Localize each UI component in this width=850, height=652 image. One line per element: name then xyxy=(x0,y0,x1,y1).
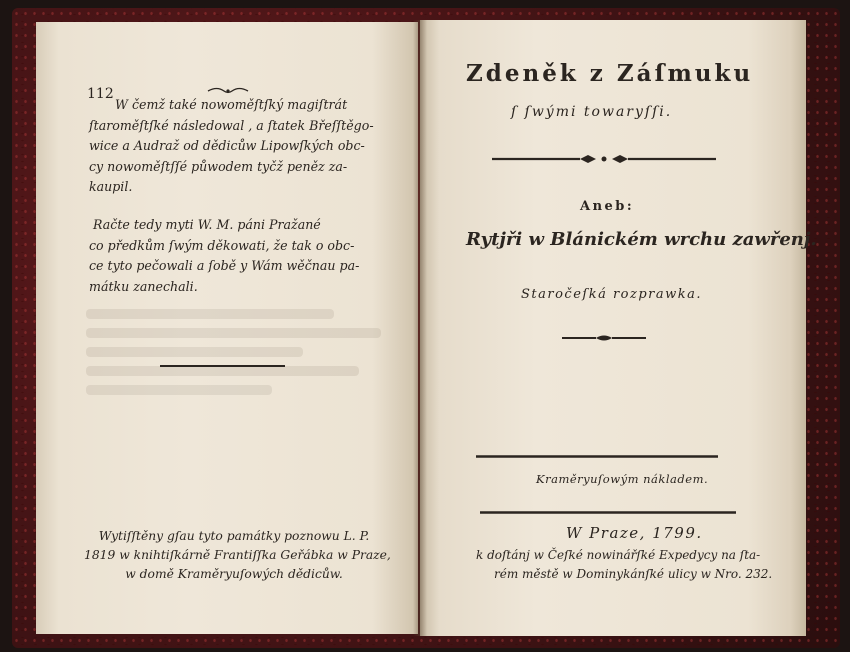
left-paragraph-1 xyxy=(89,95,374,198)
divider-rule xyxy=(476,454,718,459)
book-subtitle: ſ ſwými towaryſſi. xyxy=(511,104,673,120)
book-alt-title: Rytjři w Blánickém wrchu zawřenj. xyxy=(466,229,817,250)
imprint-block xyxy=(84,527,391,584)
text-line: cy nowoměſtſſé půwodem tyčž peněz za- xyxy=(89,158,348,174)
text-line: ce tyto pečowali a ſobě y Wám wěčnau pa- xyxy=(89,258,360,273)
imprint-line: Wytiſſtěny gſau tyto památky poznowu L. P. xyxy=(98,529,370,543)
book-genre: Staročeſká rozprawka. xyxy=(521,287,703,302)
imprint-line: w domě Kraměryuſowých dědicůw. xyxy=(125,567,343,581)
show-through-text xyxy=(86,300,396,440)
text-line: W čemž také nowoměſtſký magiſtrát xyxy=(115,97,348,112)
text-line: mátku zanechali. xyxy=(89,278,198,294)
book-title: Zdeněk z Záſmuku xyxy=(466,60,754,87)
text-line: Račte tedy myti W. M. páni Pražané xyxy=(93,217,321,232)
publisher-line: Kraměryuſowým nákladem. xyxy=(536,472,709,486)
divider-rule xyxy=(160,364,285,368)
text-line: kaupil. xyxy=(89,179,133,194)
aneb-label: Aneb: xyxy=(580,199,635,214)
book-gutter xyxy=(413,20,427,636)
ornament-icon xyxy=(562,333,646,343)
imprint-line: 1819 w knihtiſkárně Frantiſſka Geřábka w Praze, xyxy=(84,548,391,562)
availability-block xyxy=(476,546,772,584)
page-number: 112 xyxy=(87,86,114,102)
place-year: W Praze, 1799. xyxy=(566,524,703,542)
availability-line: k doſtánj w Čeſké nowinářſké Expedycy na ſta- xyxy=(476,548,761,562)
availability-line: rém městě w Dominykánſké ulicy w Nro. 232. xyxy=(494,567,773,581)
text-line: ſtaroměſtſké následowal , a ſtatek Břeſſtěgo- xyxy=(89,117,374,133)
ornament-rule-icon xyxy=(492,152,716,166)
text-line: wice a Audraž od dědicůw Lipowſkých obc- xyxy=(89,138,365,153)
left-paragraph-2 xyxy=(89,215,359,297)
text-line: co předkům ſwým děkowati, že tak o obc- xyxy=(89,237,355,253)
divider-rule xyxy=(480,510,736,515)
